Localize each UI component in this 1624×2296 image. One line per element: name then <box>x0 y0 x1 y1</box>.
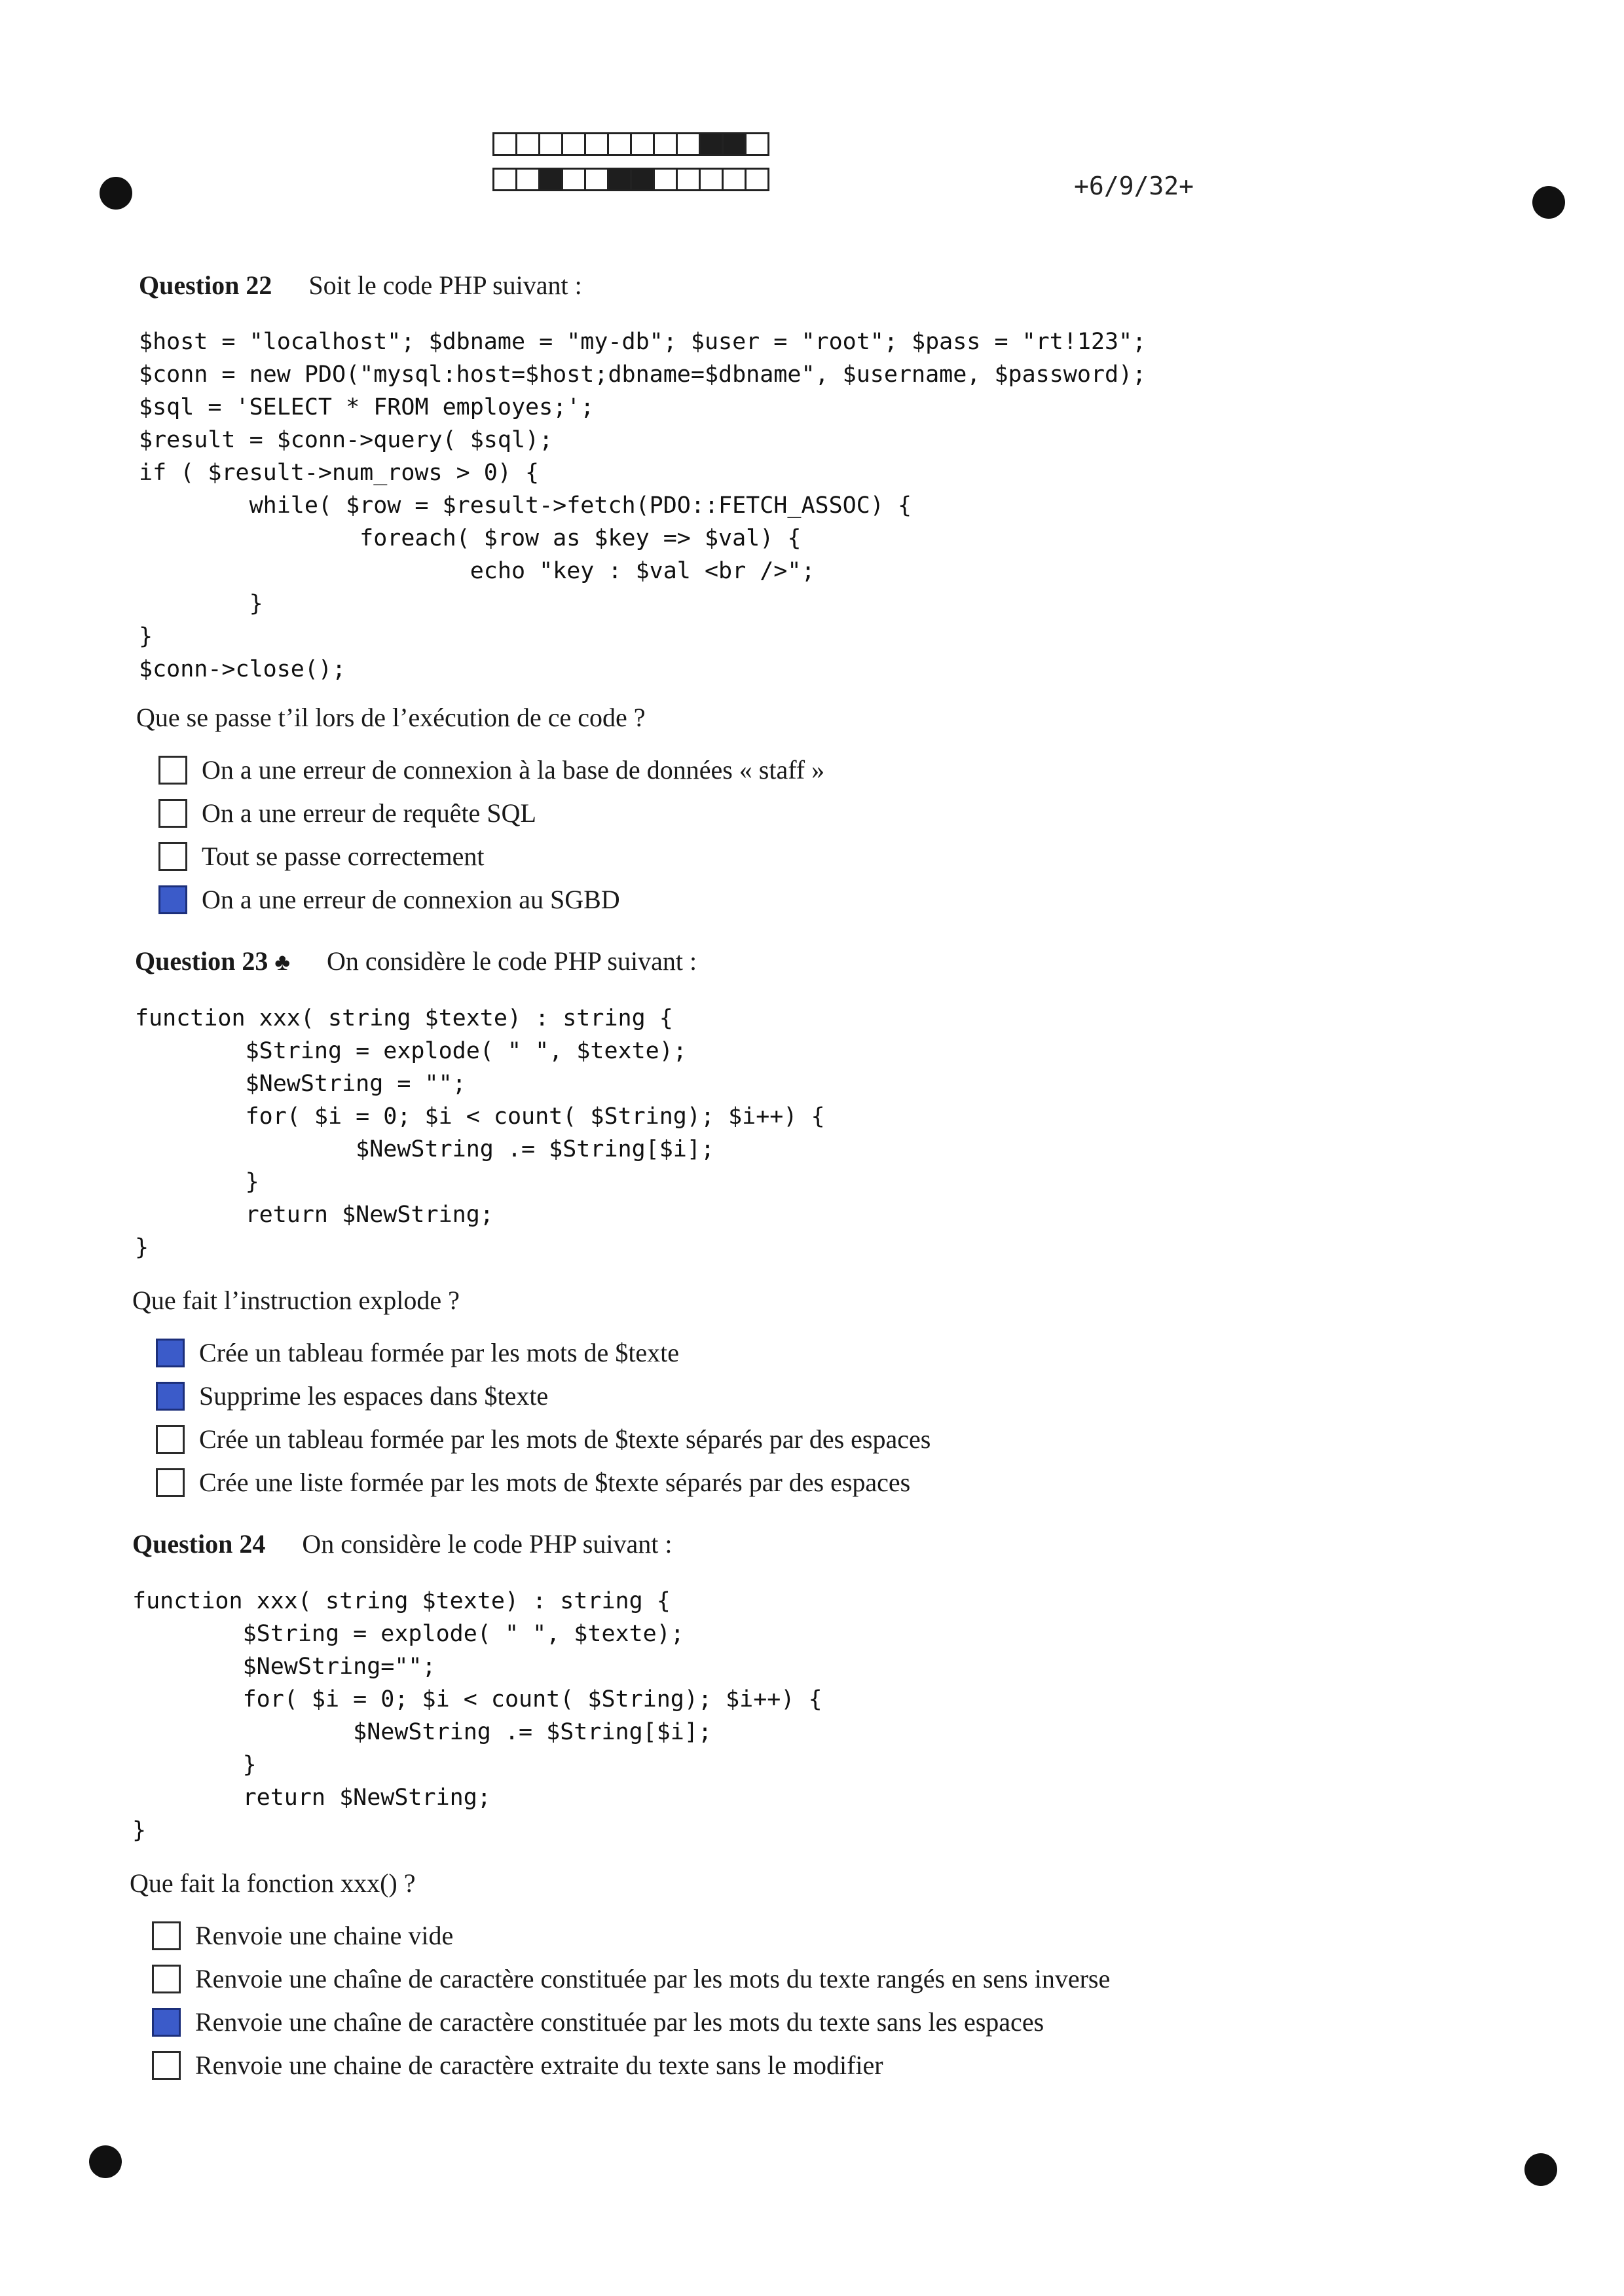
barcode-cell <box>515 168 540 191</box>
barcode-cell <box>584 168 609 191</box>
question-23-option-3[interactable] <box>156 1424 931 1454</box>
answer-checkbox[interactable] <box>158 885 187 914</box>
question-23-label-text: Question 23 <box>135 946 268 976</box>
option-text: Renvoie une chaine de caractère extraite du texte sans le modifier <box>195 2050 883 2080</box>
registration-mark-bottom-left <box>89 2145 122 2178</box>
option-text: Supprime les espaces dans $texte <box>199 1381 549 1411</box>
option-text: Crée un tableau formée par les mots de $texte <box>199 1338 680 1367</box>
question-24-code: function xxx( string $texte) : string { $String = explode( " ", $texte); $NewString=""; for( $i = 0; $i < count( $String); $i++) { $NewString .= $String[$i]; } return $NewString; } <box>132 1588 822 1843</box>
question-23-heading <box>135 946 697 976</box>
option-text: On a une erreur de connexion à la base de données « staff » <box>202 755 825 785</box>
barcode-cell <box>745 168 769 191</box>
option-text: Tout se passe correctement <box>202 842 485 871</box>
registration-mark-top-right <box>1532 186 1565 219</box>
option-text: Crée une liste formée par les mots de $texte séparés par des espaces <box>199 1468 911 1497</box>
question-23-option-1[interactable] <box>156 1337 679 1368</box>
question-22-intro: Soit le code PHP suivant : <box>308 270 582 300</box>
question-24-heading <box>132 1528 672 1559</box>
barcode-cell <box>676 132 701 156</box>
barcode-cell <box>745 132 769 156</box>
barcode-row-2 <box>492 168 767 191</box>
barcode-cell <box>607 168 632 191</box>
question-23-option-2[interactable] <box>156 1380 548 1411</box>
answer-checkbox[interactable] <box>158 799 187 828</box>
question-22-option-2[interactable] <box>158 798 536 828</box>
barcode-cell <box>630 132 655 156</box>
barcode-cell <box>515 132 540 156</box>
question-23-option-4[interactable] <box>156 1467 910 1498</box>
answer-checkbox[interactable] <box>152 2008 181 2037</box>
question-24-label: Question 24 <box>132 1529 266 1559</box>
question-22-prompt: Que se passe t’il lors de l’exécution de ce code ? <box>136 703 646 732</box>
question-22-option-3[interactable] <box>158 841 484 872</box>
barcode-cell <box>653 168 678 191</box>
question-23-prompt: Que fait l’instruction explode ? <box>132 1286 460 1315</box>
question-24-option-1[interactable] <box>152 1920 453 1951</box>
barcode-cell <box>699 168 724 191</box>
answer-checkbox[interactable] <box>156 1339 185 1367</box>
answer-checkbox[interactable] <box>152 1965 181 1993</box>
registration-mark-bottom-right <box>1524 2153 1557 2186</box>
barcode-row-1 <box>492 132 767 156</box>
barcode-cell <box>630 168 655 191</box>
question-24-prompt: Que fait la fonction xxx() ? <box>130 1868 416 1898</box>
registration-mark-top-left <box>100 177 132 210</box>
question-24-intro: On considère le code PHP suivant : <box>302 1529 673 1559</box>
club-icon: ♣ <box>274 949 290 975</box>
question-22-label: Question 22 <box>139 270 272 300</box>
option-text: Renvoie une chaîne de caractère constituée par les mots du texte sans les espaces <box>195 2007 1044 2037</box>
barcode-cell <box>561 132 586 156</box>
barcode-cell <box>653 132 678 156</box>
barcode-cell <box>538 168 563 191</box>
answer-checkbox[interactable] <box>158 842 187 871</box>
answer-checkbox[interactable] <box>156 1382 185 1411</box>
barcode-cell <box>676 168 701 191</box>
question-24-option-3[interactable] <box>152 2007 1044 2037</box>
option-text: Crée un tableau formée par les mots de $texte séparés par des espaces <box>199 1424 931 1454</box>
answer-checkbox[interactable] <box>156 1425 185 1454</box>
barcode-cell <box>492 168 517 191</box>
answer-checkbox[interactable] <box>158 756 187 785</box>
option-text: On a une erreur de connexion au SGBD <box>202 885 620 914</box>
barcode-cell <box>607 132 632 156</box>
answer-checkbox[interactable] <box>152 1921 181 1950</box>
option-text: Renvoie une chaîne de caractère constituée par les mots du texte rangés en sens inverse <box>195 1964 1111 1993</box>
barcode-cell <box>699 132 724 156</box>
barcode-cell <box>722 132 747 156</box>
question-24-option-4[interactable] <box>152 2050 883 2081</box>
barcode-cell <box>538 132 563 156</box>
page-id: +6/9/32+ <box>1074 172 1194 200</box>
question-22-option-1[interactable] <box>158 754 824 785</box>
question-24-option-2[interactable] <box>152 1963 1110 1994</box>
option-text: On a une erreur de requête SQL <box>202 798 536 828</box>
barcode-cell <box>722 168 747 191</box>
answer-checkbox[interactable] <box>152 2051 181 2080</box>
barcode-cell <box>584 132 609 156</box>
question-23-code: function xxx( string $texte) : string { $String = explode( " ", $texte); $NewString = ""; for( $i = 0; $i < count( $String); $i++) { $NewString .= $String[$i]; } return $NewString; } <box>135 1005 825 1261</box>
question-22-code: $host = "localhost"; $dbname = "my-db"; $user = "root"; $pass = "rt!123"; $conn = new PDO("mysql:host=$host;dbname=$dbname", $username, $password); $sql = 'SELECT * FROM employes;'; $result = $conn->query( $sql); if ( $result->num_rows > 0) { while( $row = $result->fetch(PDO::FETCH_ASSOC) { foreach( $row as $key => $val) { echo "key : $val <br />"; } } $conn->close(); <box>139 329 1147 682</box>
barcode-cell <box>492 132 517 156</box>
question-23-label <box>135 946 290 976</box>
question-22-option-4[interactable] <box>158 884 620 915</box>
barcode-cell <box>561 168 586 191</box>
question-23-intro: On considère le code PHP suivant : <box>326 946 697 976</box>
question-22-heading <box>139 270 582 301</box>
option-text: Renvoie une chaine vide <box>195 1921 454 1950</box>
answer-checkbox[interactable] <box>156 1468 185 1497</box>
